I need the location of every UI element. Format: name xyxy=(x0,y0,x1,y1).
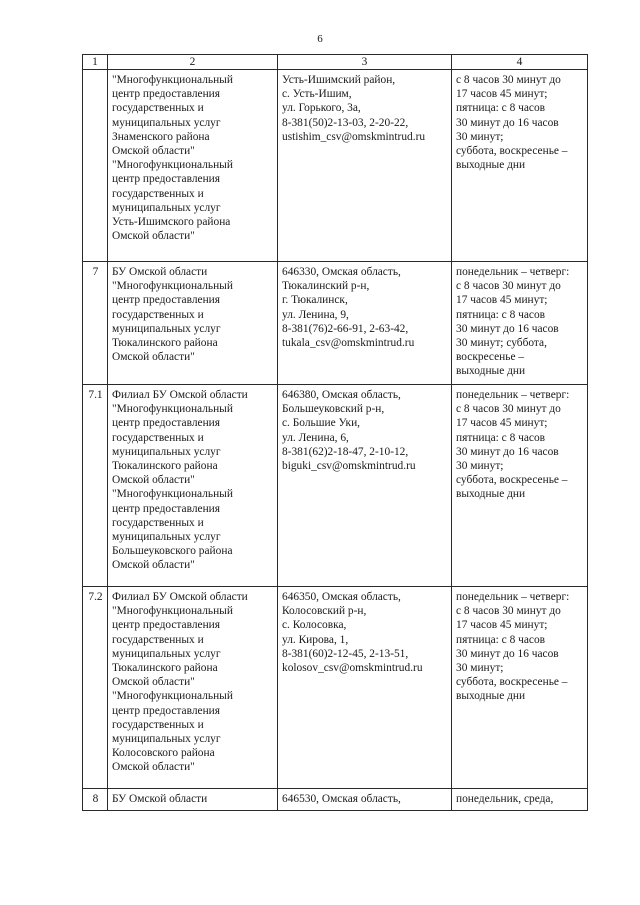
text-line: понедельник – четверг: xyxy=(456,389,570,401)
text-line: 646530, Омская область, xyxy=(282,793,401,805)
table-row xyxy=(83,70,588,262)
text-line: Омской области" xyxy=(112,559,195,572)
text-line: "Многофункциональный xyxy=(112,690,233,703)
hours-cell xyxy=(452,587,588,789)
text-line: центр предоставления xyxy=(112,619,221,632)
address-cell xyxy=(278,587,452,789)
text-line: kolosov_csv@omskmintrud.ru xyxy=(282,662,423,675)
table-row xyxy=(83,789,588,811)
text-line: 8-381(60)2-12-45, 2-13-51, xyxy=(282,647,409,660)
row-number: 7.1 xyxy=(83,385,108,587)
address-cell xyxy=(278,385,452,587)
text-line: Омской области" xyxy=(112,676,195,689)
text-line: суббота, воскресенье – xyxy=(456,474,568,487)
text-line: муниципальных услуг xyxy=(112,201,221,214)
organization-cell xyxy=(108,262,278,385)
text-line: "Многофункциональный xyxy=(112,280,233,293)
text-line: 30 минут до 16 часов xyxy=(456,647,559,660)
table-row xyxy=(83,587,588,789)
text-line: пятница: с 8 часов xyxy=(456,308,546,321)
text-line: центр предоставления xyxy=(112,88,221,101)
table-row xyxy=(83,262,588,385)
text-line: 646330, Омская область, xyxy=(282,266,401,278)
text-line: муниципальных услуг xyxy=(112,531,221,544)
text-line: 8-381(76)2-66-91, 2-63-42, xyxy=(282,322,409,335)
organization-cell xyxy=(108,587,278,789)
text-line: центр предоставления xyxy=(112,294,221,307)
text-line: ул. Ленина, 9, xyxy=(282,308,349,321)
text-line: с 8 часов 30 минут до xyxy=(456,605,561,618)
text-line: 8-381(50)2-13-03, 2-20-22, xyxy=(282,116,409,129)
text-line: 30 минут до 16 часов xyxy=(456,322,559,335)
services-table xyxy=(82,54,588,811)
text-line: Филиал БУ Омской области xyxy=(112,389,248,401)
text-line: 30 минут; xyxy=(456,460,504,473)
text-line: Омской области" xyxy=(112,474,195,487)
text-line: с 8 часов 30 минут до xyxy=(456,74,561,86)
table-row xyxy=(83,385,588,587)
text-line: "Многофункциональный xyxy=(112,488,233,501)
text-line: ustishim_csv@omskmintrud.ru xyxy=(282,130,426,143)
address-cell xyxy=(278,70,452,262)
text-line: 8-381(62)2-18-47, 2-10-12, xyxy=(282,445,409,458)
organization-cell xyxy=(108,70,278,262)
text-line: государственных и xyxy=(112,308,204,321)
text-line: центр предоставления xyxy=(112,417,221,430)
text-line: государственных и xyxy=(112,516,204,529)
text-line: Омской области" xyxy=(112,145,195,158)
text-line: 30 минут; xyxy=(456,130,504,143)
text-line: Усть-Ишимского района xyxy=(112,216,231,229)
hours-cell xyxy=(452,262,588,385)
text-line: 646350, Омская область, xyxy=(282,591,401,603)
text-line: с. Большие Уки, xyxy=(282,417,361,430)
text-line: Омской области" xyxy=(112,230,195,243)
text-line: центр предоставления xyxy=(112,173,221,186)
text-line: пятница: с 8 часов xyxy=(456,431,546,444)
organization-cell xyxy=(108,385,278,587)
hours-cell xyxy=(452,70,588,262)
text-line: ул. Горького, 3а, xyxy=(282,102,361,115)
text-line: понедельник – четверг: xyxy=(456,266,570,278)
text-line: выходные дни xyxy=(456,488,526,501)
text-line: государственных и xyxy=(112,633,204,646)
text-line: Филиал БУ Омской области xyxy=(112,591,248,603)
text-line: выходные дни xyxy=(456,365,526,378)
text-line: с 8 часов 30 минут до xyxy=(456,403,561,416)
page-number: 6 xyxy=(317,33,323,45)
text-line: с. Колосовка, xyxy=(282,619,347,632)
hours-cell xyxy=(452,385,588,587)
text-line: государственных и xyxy=(112,102,204,115)
text-line: центр предоставления xyxy=(112,704,221,717)
text-line: Колосовский р-н, xyxy=(282,605,367,618)
text-line: пятница: с 8 часов xyxy=(456,102,546,115)
text-line: муниципальных услуг xyxy=(112,322,221,335)
text-line: Усть-Ишимский район, xyxy=(282,74,396,86)
text-line: муниципальных услуг xyxy=(112,116,221,129)
text-line: 30 минут; xyxy=(456,662,504,675)
text-line: 17 часов 45 минут; xyxy=(456,417,548,430)
text-line: выходные дни xyxy=(456,159,526,172)
text-line: государственных и xyxy=(112,187,204,200)
text-line: суббота, воскресенье – xyxy=(456,145,568,158)
text-line: г. Тюкалинск, xyxy=(282,294,348,307)
text-line: 17 часов 45 минут; xyxy=(456,294,548,307)
text-line: выходные дни xyxy=(456,690,526,703)
text-line: "Многофункциональный xyxy=(112,403,233,416)
row-number xyxy=(83,70,108,262)
header-cell: 4 xyxy=(452,55,588,70)
row-number: 8 xyxy=(83,789,108,811)
text-line: Тюкалинского района xyxy=(112,337,218,350)
text-line: с. Усть-Ишим, xyxy=(282,88,352,101)
text-line: biguki_csv@omskmintrud.ru xyxy=(282,460,416,473)
text-line: Большеуковский р-н, xyxy=(282,403,385,416)
text-line: ул. Кирова, 1, xyxy=(282,633,349,646)
text-line: Тюкалинский р-н, xyxy=(282,280,370,293)
text-line: 17 часов 45 минут; xyxy=(456,619,548,632)
text-line: муниципальных услуг xyxy=(112,733,221,746)
text-line: воскресенье – xyxy=(456,351,525,364)
text-line: БУ Омской области xyxy=(112,793,208,805)
text-line: 30 минут до 16 часов xyxy=(456,116,559,129)
organization-cell xyxy=(108,789,278,811)
text-line: понедельник – четверг: xyxy=(456,591,570,603)
address-cell xyxy=(278,789,452,811)
text-line: 646380, Омская область, xyxy=(282,389,401,401)
text-line: БУ Омской области xyxy=(112,266,208,278)
header-cell: 2 xyxy=(108,55,278,70)
text-line: государственных и xyxy=(112,718,204,731)
text-line: понедельник, среда, xyxy=(456,793,554,805)
text-line: Тюкалинского района xyxy=(112,460,218,473)
header-cell: 3 xyxy=(278,55,452,70)
text-line: tukala_csv@omskmintrud.ru xyxy=(282,337,415,350)
text-line: 30 минут; суббота, xyxy=(456,337,547,350)
row-number: 7.2 xyxy=(83,587,108,789)
text-line: центр предоставления xyxy=(112,502,221,515)
text-line: Большеуковского района xyxy=(112,545,233,558)
hours-cell xyxy=(452,789,588,811)
text-line: Знаменского района xyxy=(112,130,210,143)
text-line: Омской области" xyxy=(112,761,195,774)
text-line: "Многофункциональный xyxy=(112,605,233,618)
text-line: Колосовского района xyxy=(112,747,215,760)
text-line: муниципальных услуг xyxy=(112,647,221,660)
text-line: государственных и xyxy=(112,431,204,444)
table-header-row xyxy=(83,55,588,70)
text-line: пятница: с 8 часов xyxy=(456,633,546,646)
text-line: суббота, воскресенье – xyxy=(456,676,568,689)
text-line: 30 минут до 16 часов xyxy=(456,445,559,458)
address-cell xyxy=(278,262,452,385)
text-line: с 8 часов 30 минут до xyxy=(456,280,561,293)
row-number: 7 xyxy=(83,262,108,385)
header-cell: 1 xyxy=(83,55,108,70)
text-line: Тюкалинского района xyxy=(112,662,218,675)
text-line: "Многофункциональный xyxy=(112,74,233,86)
text-line: муниципальных услуг xyxy=(112,445,221,458)
text-line: "Многофункциональный xyxy=(112,159,233,172)
text-line: ул. Ленина, 6, xyxy=(282,431,349,444)
text-line: Омской области" xyxy=(112,351,195,364)
text-line: 17 часов 45 минут; xyxy=(456,88,548,101)
